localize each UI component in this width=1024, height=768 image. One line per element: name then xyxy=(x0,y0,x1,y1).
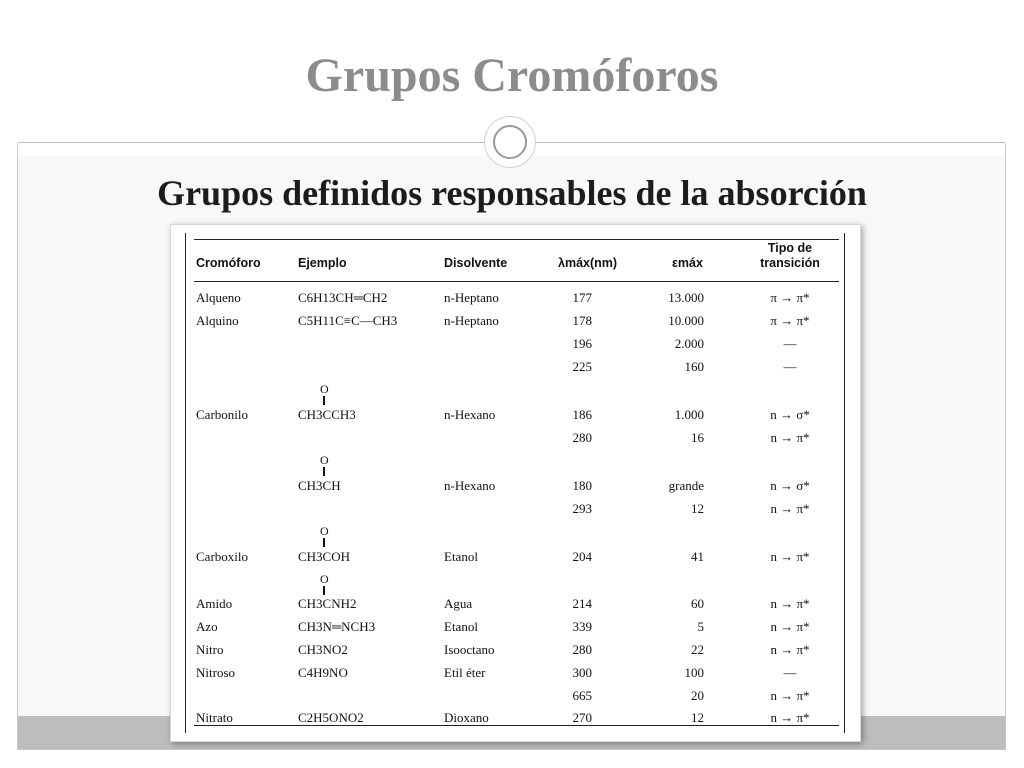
cell-chromophore: Alqueno xyxy=(196,290,241,305)
carbonyl-double-bond-icon xyxy=(323,538,325,547)
cell-transition: — xyxy=(783,359,797,374)
cell-solvent: Etanol xyxy=(444,549,478,564)
cell-example: C2H5ONO2 xyxy=(298,710,364,725)
cell-example: CH3CNH2 xyxy=(298,596,357,611)
cell-solvent: Agua xyxy=(444,596,473,611)
cell-chromophore: Azo xyxy=(196,619,218,634)
cell-chromophore: Nitro xyxy=(196,642,224,657)
header-transition-line2: transición xyxy=(760,256,820,270)
cell-epsilon: 13.000 xyxy=(668,290,704,305)
carbonyl-double-bond-icon xyxy=(323,586,325,595)
circle-ornament-icon xyxy=(484,116,536,168)
cell-chromophore: Nitrato xyxy=(196,710,233,725)
cell-transition: n → π* xyxy=(770,619,810,634)
chromophore-table xyxy=(185,233,845,733)
cell-transition: n → σ* xyxy=(770,478,810,493)
cell-example: C4H9NO xyxy=(298,665,348,680)
cell-lambda: 177 xyxy=(572,290,592,305)
cell-epsilon: 12 xyxy=(691,710,704,725)
cell-chromophore: Nitroso xyxy=(196,665,235,680)
cell-lambda: 225 xyxy=(572,359,592,374)
cell-solvent: Etil éter xyxy=(444,665,486,680)
cell-epsilon: 60 xyxy=(691,596,704,611)
cell-lambda: 293 xyxy=(572,501,592,516)
cell-transition: π → π* xyxy=(770,313,810,328)
cell-solvent: Etanol xyxy=(444,619,478,634)
cell-epsilon: 22 xyxy=(691,642,704,657)
cell-epsilon: 1.000 xyxy=(674,407,704,422)
cell-example: CH3CH xyxy=(298,478,341,493)
cell-chromophore: Carbonilo xyxy=(196,407,248,422)
cell-chromophore: Amido xyxy=(196,596,233,611)
cell-transition: π → π* xyxy=(770,290,810,305)
cell-transition: n → π* xyxy=(770,430,810,445)
cell-lambda: 204 xyxy=(572,549,592,564)
cell-transition: n → π* xyxy=(770,549,810,564)
cell-epsilon: 16 xyxy=(691,430,704,445)
header-epsilon: εmáx xyxy=(672,256,703,270)
cell-transition: n → π* xyxy=(770,688,810,703)
cell-epsilon: 41 xyxy=(691,549,704,564)
slide-title: Grupos Cromóforos xyxy=(305,49,719,102)
cell-solvent: Isooctano xyxy=(444,642,495,657)
cell-example: CH3COH xyxy=(298,549,351,564)
cell-example: C6H13CH═CH2 xyxy=(298,290,388,305)
cell-chromophore: Alquino xyxy=(196,313,239,328)
cell-example: C5H11C≡C—CH3 xyxy=(298,313,398,328)
cell-transition: n → π* xyxy=(770,642,810,657)
chromophore-table-image xyxy=(170,224,861,742)
cell-epsilon: 10.000 xyxy=(668,313,704,328)
cell-lambda: 665 xyxy=(572,688,592,703)
cell-lambda: 300 xyxy=(572,665,592,680)
cell-chromophore: Carboxilo xyxy=(196,549,248,564)
cell-lambda: 180 xyxy=(572,478,592,493)
cell-solvent: n-Heptano xyxy=(444,290,499,305)
cell-transition: n → π* xyxy=(770,501,810,516)
carbonyl-oxygen-label: O xyxy=(320,524,329,538)
cell-example: CH3NO2 xyxy=(298,642,348,657)
table-top-rule xyxy=(194,239,839,240)
cell-lambda: 270 xyxy=(572,710,592,725)
cell-transition: n → π* xyxy=(770,710,810,725)
cell-epsilon: 12 xyxy=(691,501,704,516)
cell-transition: n → σ* xyxy=(770,407,810,422)
header-example: Ejemplo xyxy=(298,256,347,270)
cell-lambda: 280 xyxy=(572,642,592,657)
cell-lambda: 280 xyxy=(572,430,592,445)
table-header-rule xyxy=(194,281,839,282)
cell-transition: n → π* xyxy=(770,596,810,611)
cell-solvent: Dioxano xyxy=(444,710,489,725)
cell-transition: — xyxy=(783,336,797,351)
cell-example: CH3CCH3 xyxy=(298,407,356,422)
cell-epsilon: 20 xyxy=(691,688,704,703)
cell-epsilon: 2.000 xyxy=(674,336,704,351)
header-transition-line1: Tipo de xyxy=(767,241,813,255)
header-solvent: Disolvente xyxy=(444,256,508,270)
cell-transition: — xyxy=(783,665,797,680)
cell-epsilon: grande xyxy=(668,478,704,493)
cell-solvent: n-Heptano xyxy=(444,313,499,328)
cell-epsilon: 5 xyxy=(697,619,704,634)
header-chromophore: Cromóforo xyxy=(196,256,261,270)
table-bottom-rule xyxy=(194,725,839,726)
header-lambda: λmáx(nm) xyxy=(558,256,618,270)
slide-subtitle: Grupos definidos responsables de la absorción xyxy=(157,173,867,213)
carbonyl-oxygen-label: O xyxy=(320,382,329,396)
cell-epsilon: 100 xyxy=(684,665,704,680)
cell-lambda: 196 xyxy=(572,336,592,351)
cell-lambda: 178 xyxy=(572,313,592,328)
cell-solvent: n-Hexano xyxy=(444,478,496,493)
cell-lambda: 339 xyxy=(572,619,592,634)
carbonyl-oxygen-label: O xyxy=(320,572,329,586)
carbonyl-double-bond-icon xyxy=(323,396,325,405)
carbonyl-double-bond-icon xyxy=(323,467,325,476)
cell-epsilon: 160 xyxy=(684,359,704,374)
carbonyl-oxygen-label: O xyxy=(320,453,329,467)
cell-lambda: 214 xyxy=(572,596,592,611)
cell-lambda: 186 xyxy=(572,407,592,422)
cell-example: CH3N═NCH3 xyxy=(298,619,376,634)
cell-solvent: n-Hexano xyxy=(444,407,496,422)
